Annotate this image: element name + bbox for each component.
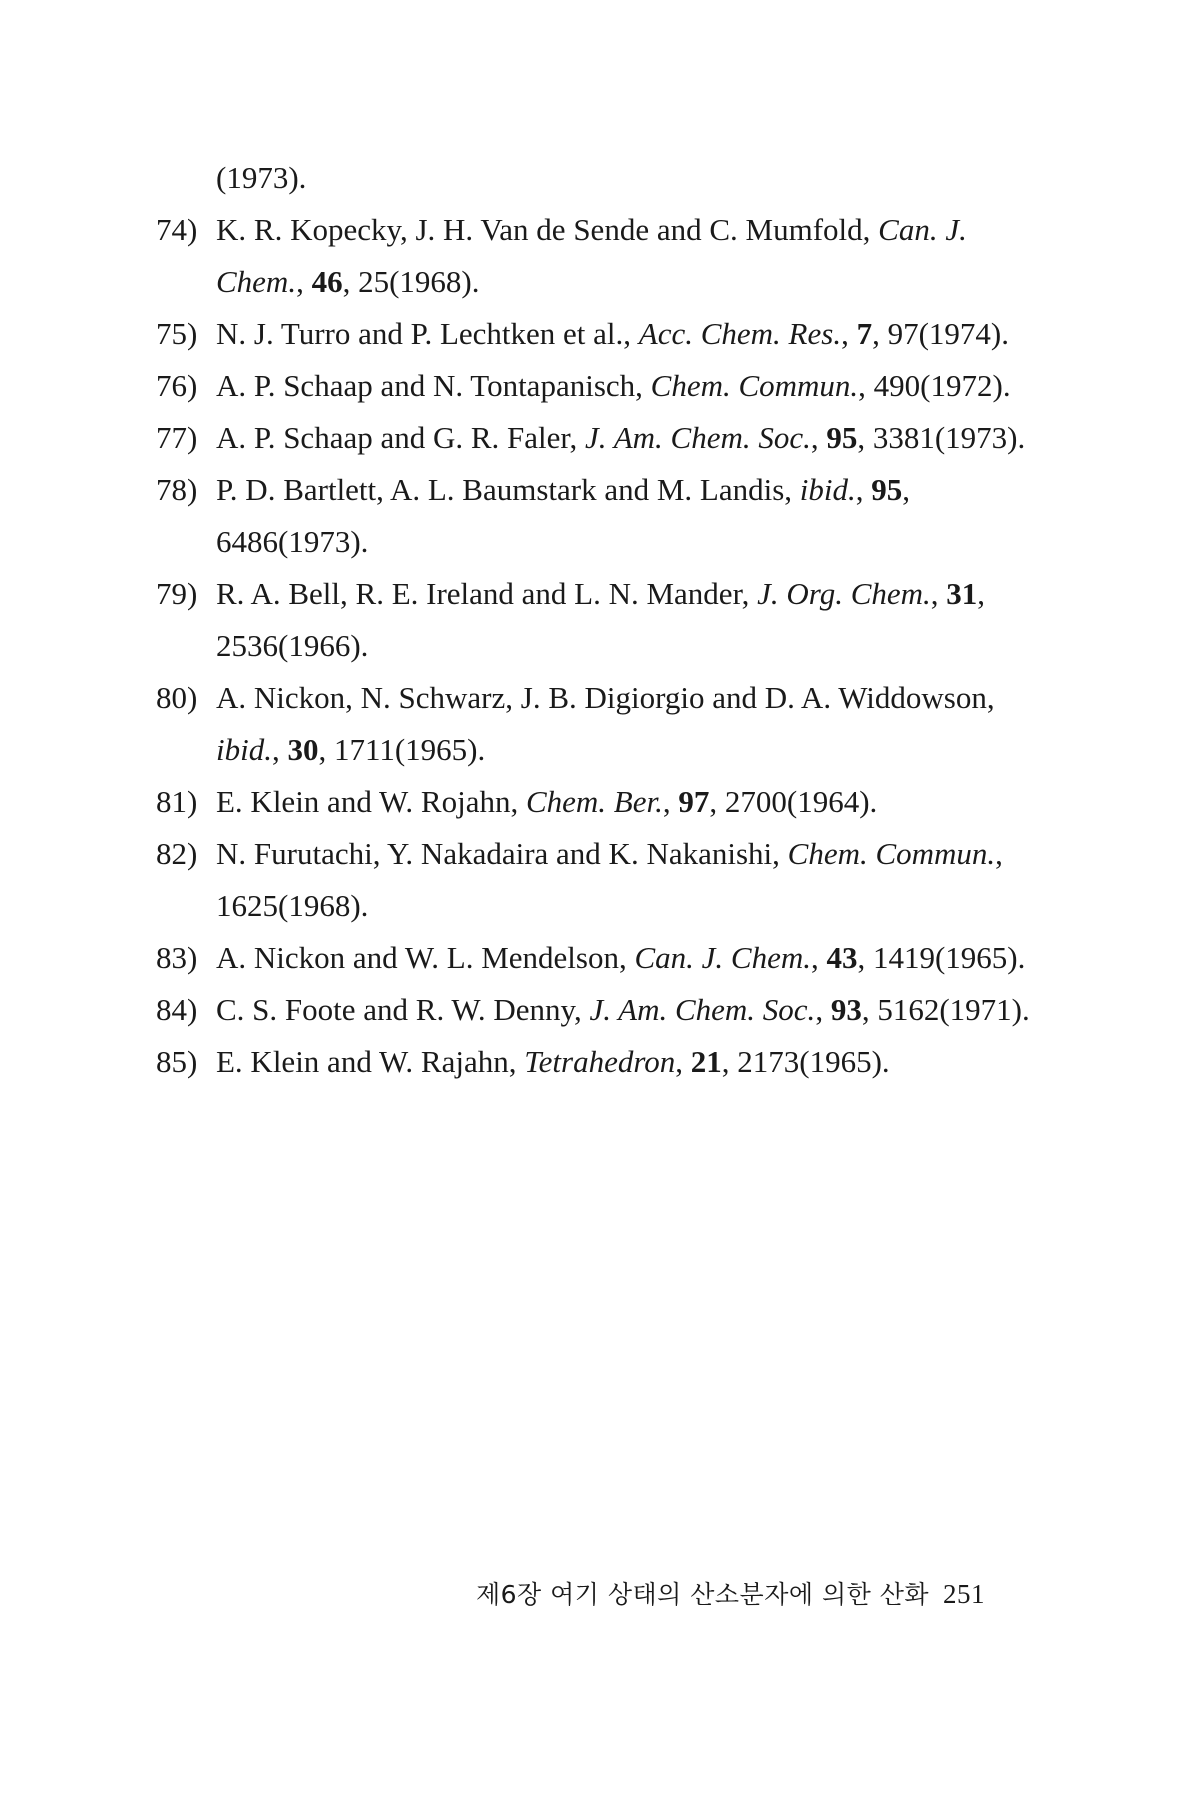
- journal-name: ibid.: [799, 472, 856, 507]
- citation-text: A. P. Schaap and N. Tontapanisch,: [216, 368, 651, 403]
- journal-name: ibid.: [216, 732, 272, 767]
- reference-item: [156, 308, 1036, 360]
- citation-text: , 97(1974).: [872, 316, 1009, 351]
- citation-text: P. D. Bartlett, A. L. Baumstark and M. Landis,: [216, 472, 800, 507]
- volume-number: 43: [826, 940, 858, 975]
- reference-text: [216, 360, 1036, 412]
- reference-number: 84): [156, 992, 198, 1027]
- citation-text: , 25(1968).: [342, 264, 480, 299]
- reference-item: [156, 672, 1036, 776]
- volume-number: 95: [826, 420, 858, 455]
- reference-number: 82): [156, 836, 198, 871]
- reference-number: 77): [156, 420, 198, 455]
- citation-text: ,: [815, 992, 831, 1027]
- reference-text: [216, 672, 1036, 776]
- reference-text: [216, 412, 1036, 464]
- reference-number: 76): [156, 368, 198, 403]
- citation-text: ,: [855, 472, 872, 507]
- reference-item: [156, 568, 1036, 672]
- volume-number: 30: [287, 732, 319, 767]
- citation-text: , 1625(1968).: [216, 836, 1003, 923]
- reference-item: [156, 360, 1036, 412]
- reference-item: [156, 776, 1036, 828]
- reference-text: [216, 204, 1036, 308]
- volume-number: 97: [678, 784, 710, 819]
- reference-text: [216, 568, 1036, 672]
- reference-text: [216, 1036, 1036, 1088]
- journal-name: J. Org. Chem.: [757, 576, 931, 611]
- citation-text: C. S. Foote and R. W. Denny,: [216, 992, 590, 1027]
- citation-text: , 6486(1973).: [216, 472, 911, 559]
- reference-item: [156, 828, 1036, 932]
- volume-number: 7: [856, 316, 873, 351]
- citation-text: N. Furutachi, Y. Nakadaira and K. Nakanishi,: [216, 836, 788, 871]
- citation-text: ,: [296, 264, 312, 299]
- reference-number: 81): [156, 784, 198, 819]
- volume-number: 95: [871, 472, 903, 507]
- journal-name: Can. J. Chem.: [634, 940, 811, 975]
- citation-text: , 2700(1964).: [709, 784, 878, 819]
- citation-text: ,: [841, 316, 857, 351]
- reference-number: 83): [156, 940, 198, 975]
- reference-text: [216, 308, 1036, 360]
- reference-number: 75): [156, 316, 198, 351]
- volume-number: 31: [946, 576, 978, 611]
- citation-text: E. Klein and W. Rajahn,: [216, 1044, 525, 1079]
- volume-number: 46: [311, 264, 343, 299]
- reference-item: [156, 1036, 1036, 1088]
- journal-name: Tetrahedron: [524, 1044, 676, 1079]
- citation-text: , 1711(1965).: [318, 732, 486, 767]
- citation-text: K. R. Kopecky, J. H. Van de Sende and C. Mumfold,: [216, 212, 879, 247]
- reference-item: [156, 204, 1036, 308]
- reference-number: 78): [156, 472, 198, 507]
- running-title: 제6장 여기 상태의 산소분자에 의한 산화: [475, 1580, 929, 1609]
- citation-text: E. Klein and W. Rojahn,: [216, 784, 526, 819]
- reference-text: [216, 776, 1036, 828]
- volume-number: 93: [830, 992, 862, 1027]
- volume-number: 21: [690, 1044, 722, 1079]
- reference-number: 80): [156, 680, 198, 715]
- page-number: 251: [943, 1579, 985, 1609]
- citation-text: ,: [810, 420, 827, 455]
- citation-text: ,: [662, 784, 679, 819]
- citation-text: , 1419(1965).: [857, 940, 1026, 975]
- reference-item: [156, 984, 1036, 1036]
- citation-text: A. Nickon and W. L. Mendelson,: [216, 940, 635, 975]
- citation-text: , 5162(1971).: [861, 992, 1030, 1027]
- reference-number: 79): [156, 576, 198, 611]
- reference-text: [216, 932, 1036, 984]
- reference-text: [216, 984, 1036, 1036]
- journal-name: J. Am. Chem. Soc.: [585, 420, 811, 455]
- journal-name: Chem. Commun.: [650, 368, 859, 403]
- reference-number: 85): [156, 1044, 198, 1079]
- citation-text: A. Nickon, N. Schwarz, J. B. Digiorgio and D. A. Widdowson,: [216, 680, 995, 715]
- reference-text: [216, 464, 1036, 568]
- reference-item: [156, 412, 1036, 464]
- citation-text: R. A. Bell, R. E. Ireland and L. N. Mander,: [216, 576, 758, 611]
- reference-items: [156, 204, 1036, 1088]
- journal-name: Acc. Chem. Res.: [638, 316, 842, 351]
- citation-text: , 490(1972).: [858, 368, 1011, 403]
- reference-text: [216, 828, 1036, 932]
- citation-text: ,: [675, 1044, 691, 1079]
- journal-name: Chem. Commun.: [787, 836, 996, 871]
- citation-text: ,: [930, 576, 947, 611]
- citation-text: N. J. Turro and P. Lechtken et al.,: [216, 316, 639, 351]
- citation-text: ,: [271, 732, 288, 767]
- reference-number: 74): [156, 212, 198, 247]
- journal-name: J. Am. Chem. Soc.: [589, 992, 816, 1027]
- citation-text: A. P. Schaap and G. R. Faler,: [216, 420, 585, 455]
- reference-item: [156, 932, 1036, 984]
- reference-list: [156, 152, 1036, 1088]
- reference-item: [156, 464, 1036, 568]
- journal-name: Can. J. Chem.: [216, 212, 967, 299]
- citation-text: ,: [810, 940, 827, 975]
- continuation-line: (1973).: [216, 160, 307, 195]
- journal-name: Chem. Ber.: [525, 784, 663, 819]
- citation-text: , 2173(1965).: [721, 1044, 890, 1079]
- page-footer: [0, 1575, 985, 1611]
- citation-text: , 2536(1966).: [216, 576, 986, 663]
- citation-text: , 3381(1973).: [857, 420, 1026, 455]
